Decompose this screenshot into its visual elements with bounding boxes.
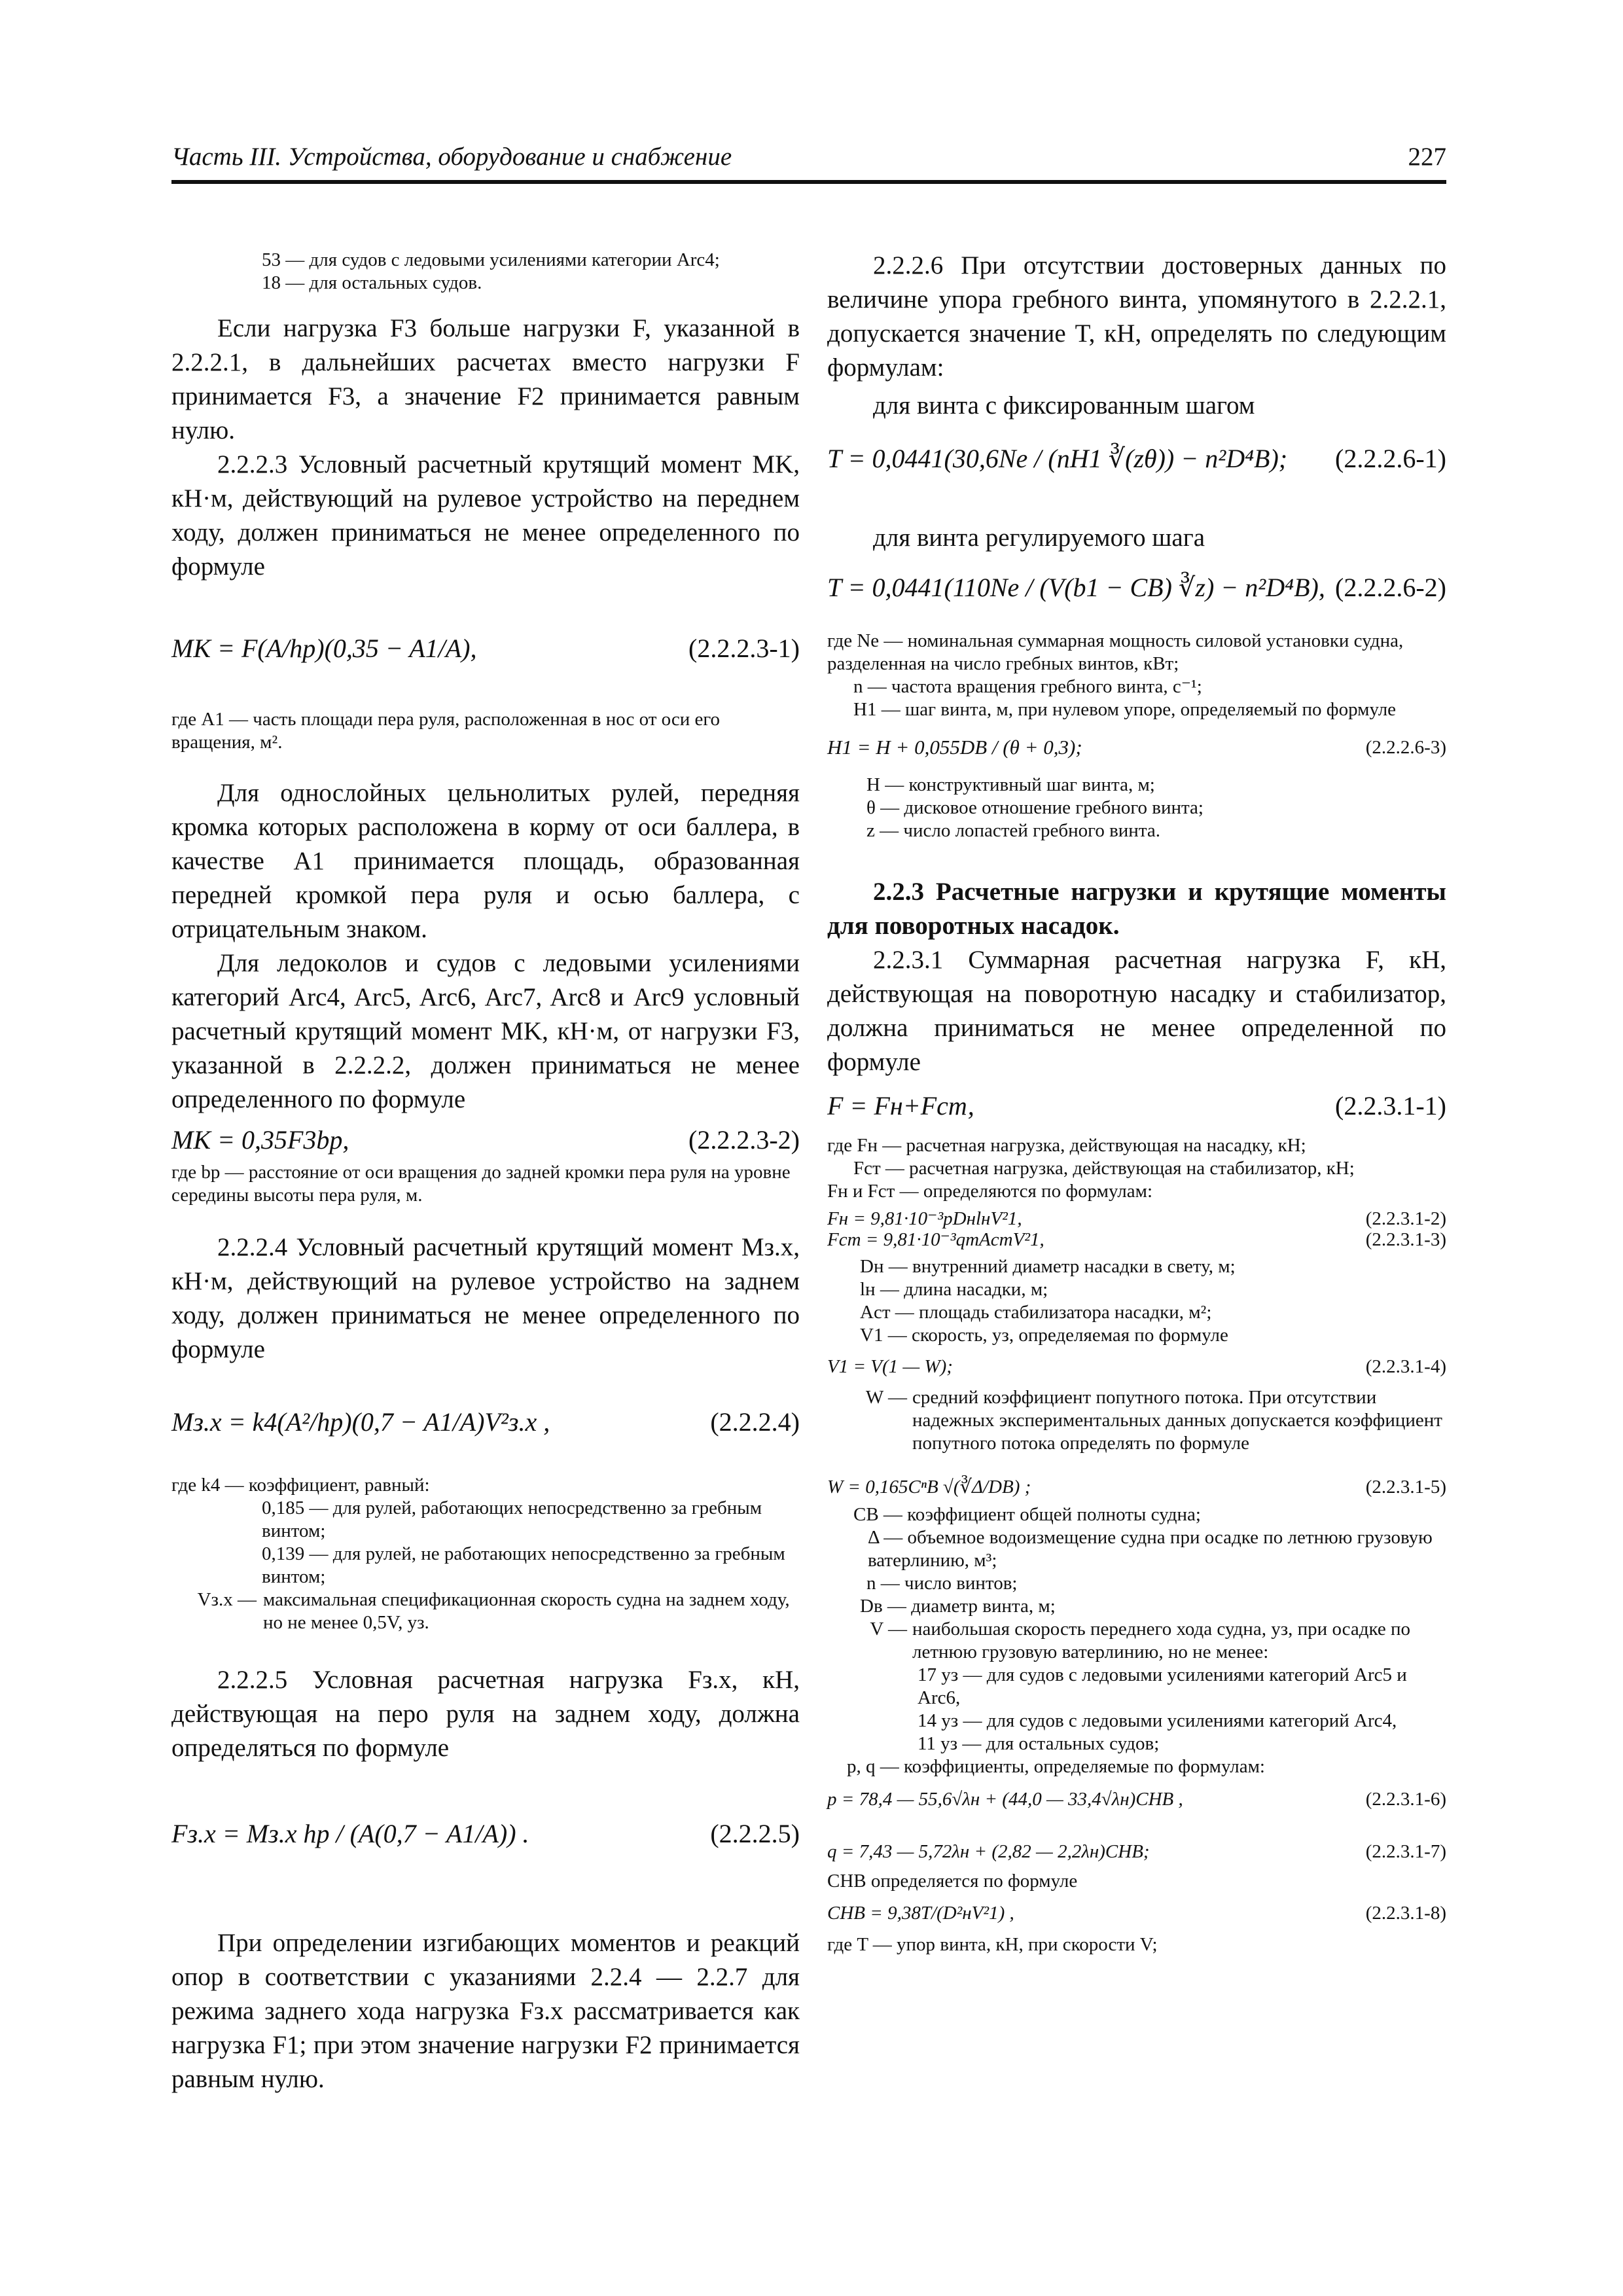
paragraph: При определении изгибающих моментов и реакций опор в соответствии с указаниями 2.2.4 — 2.2.7 для режима заднего хода нагрузка Fз.х рассматривается как нагрузка F1; при этом значение нагрузки F2 принимается равным нулю. — [171, 1929, 800, 2093]
formula-2-2-3-1-7 — [827, 1839, 1446, 1865]
formula-2-2-2-6-2 — [827, 555, 1446, 620]
paragraph: Для однослойных цельнолитых рулей, передняя кромка которых расположена в корму от оси баллера, в качестве A1 принимается площадь, образованная передней кромкой пера руля и осью баллера, с отрицательным знаком. — [171, 779, 800, 943]
formula-2-2-3-1-4 — [827, 1347, 1446, 1386]
formula-number: (2.2.2.4) — [710, 1407, 800, 1437]
formula-2-2-2-3-2 — [171, 1119, 800, 1161]
where-clause — [171, 1588, 800, 1634]
formula-number: (2.2.2.3-1) — [688, 634, 800, 663]
where-clause: p, q — коэффициенты, определяемые по формулам: — [847, 1756, 1265, 1777]
where-clause: где A1 — часть площади пера руля, расположенная в нос от оси его вращения, м². — [171, 709, 721, 753]
formula-2-2-2-3-1 — [171, 613, 800, 685]
formula-number: (2.2.2.5) — [710, 1819, 800, 1848]
where-clause: n — число винтов; — [866, 1573, 1018, 1594]
formula-text: MK = 0,35F3bp, — [171, 1125, 349, 1155]
where-clause: где Fн — расчетная нагрузка, действующая на насадку, кН; — [827, 1135, 1306, 1156]
formula-caption: для винта с фиксированным шагом — [873, 391, 1255, 420]
formula-2-2-2-6-3 — [827, 721, 1446, 774]
page-header — [171, 139, 1446, 184]
section-2-2-2-3: 2.2.2.3 Условный расчетный крутящий момент MK, кН·м, действующий на рулевое устройство на переднем ходу, должен приниматься не менее определенного по формуле — [171, 450, 800, 581]
formula-number: (2.2.3.1-5) — [1365, 1477, 1446, 1498]
formula-number: (2.2.3.1-6) — [1365, 1789, 1446, 1810]
formula-number: (2.2.3.1-8) — [1365, 1903, 1446, 1924]
where-clause: lн — длина насадки, м; — [860, 1279, 1048, 1300]
where-clause: Fст — расчетная нагрузка, действующая на стабилизатор, кН; — [853, 1158, 1355, 1179]
formula-number: (2.2.2.6-1) — [1335, 444, 1446, 473]
list-item: 0,139 — для рулей, не работающих непосредственно за гребным винтом; — [262, 1543, 785, 1587]
formula-caption: для винта регулируемого шага — [873, 524, 1205, 552]
formula-2-2-3-1-1 — [827, 1083, 1446, 1129]
formula-text: H1 = H + 0,055DB / (θ + 0,3); — [827, 736, 1082, 759]
formula-number: (2.2.3.1-7) — [1365, 1841, 1446, 1862]
where-clause: H — конструктивный шаг винта, м; — [866, 774, 1155, 795]
list-item: 14 уз — для судов с ледовыми усилениями категорий Arc4, — [918, 1710, 1397, 1731]
formula-2-2-3-1-3 — [827, 1229, 1446, 1250]
where-clause: где T — упор винта, кН, при скорости V; — [827, 1934, 1158, 1955]
symbol-label: W — — [865, 1387, 907, 1408]
symbol-definition: максимальная спецификационная скорость судна на заднем ходу, но не менее 0,5V, уз. — [263, 1589, 790, 1633]
formula-text: T = 0,0441(110Ne / (V(b1 − CB) ∛z) − n²D⁴В), — [827, 573, 1325, 602]
formula-number: (2.2.3.1-2) — [1365, 1208, 1446, 1229]
formula-2-2-3-1-8 — [827, 1893, 1446, 1933]
paragraph: CHB определяется по формуле — [827, 1871, 1078, 1892]
where-clause: где bp — расстояние от оси вращения до задней кромки пера руля на уровне середины высоты пера руля, м. — [171, 1162, 791, 1206]
where-clause: n — частота вращения гребного винта, с⁻¹; — [853, 676, 1202, 697]
where-clause: где k4 — коэффициент, равный: — [171, 1475, 430, 1496]
formula-number: (2.2.3.1-3) — [1365, 1229, 1446, 1250]
formula-text: F = Fн+Fст, — [827, 1091, 974, 1121]
where-clause: V1 — скорость, уз, определяемая по формуле — [860, 1325, 1228, 1346]
formula-number: (2.2.2.6-2) — [1335, 573, 1446, 602]
section-2-2-2-5: 2.2.2.5 Условная расчетная нагрузка Fз.х, кН, действующая на перо руля на заднем ходу, должна определяться по формуле — [171, 1666, 800, 1762]
formula-2-2-3-1-5 — [827, 1459, 1446, 1515]
formula-text: T = 0,0441(30,6Ne / (nH1 ∛(zθ)) − n²D⁴В); — [827, 444, 1288, 473]
formula-text: Fз.х = Mз.х hp / (A(0,7 − A1/A)) . — [171, 1819, 529, 1848]
symbol-definition: наибольшая скорость переднего хода судна, уз, при осадке по летнюю грузовую ватерлинию, но не менее: — [912, 1619, 1411, 1662]
formula-text: Mз.х = k4(A²/hp)(0,7 − A1/A)V²з.х , — [171, 1407, 550, 1437]
formula-number: (2.2.2.6-3) — [1365, 737, 1446, 758]
list-item: 53 — для судов с ледовыми усилениями категории Arc4; — [262, 249, 720, 270]
list-item: 11 уз — для остальных судов; — [918, 1733, 1160, 1754]
right-column — [827, 249, 1446, 1956]
where-clause: Dв — диаметр винта, м; — [860, 1596, 1056, 1617]
formula-text: q = 7,43 — 5,72λн + (2,82 — 2,2λн)CHB; — [827, 1841, 1150, 1862]
where-clause: Dн — внутренний диаметр насадки в свету, м; — [860, 1256, 1236, 1277]
formula-number: (2.2.3.1-4) — [1365, 1356, 1446, 1377]
section-2-2-2-4: 2.2.2.4 Условный расчетный крутящий момент Mз.х, кН·м, действующий на рулевое устройство на заднем ходу, должен приниматься не менее определенного по формуле — [171, 1233, 800, 1363]
formula-2-2-2-5 — [171, 1778, 800, 1890]
formula-2-2-3-1-6 — [827, 1778, 1446, 1820]
formula-text: Fн = 9,81·10⁻³pDнlнV²1, — [827, 1208, 1022, 1229]
where-clause: z — число лопастей гребного винта. — [866, 820, 1160, 841]
formula-text: V1 = V(1 — W); — [827, 1356, 953, 1377]
where-clause: CB — коэффициент общей полноты судна; — [853, 1504, 1201, 1525]
formula-text: Fст = 9,81·10⁻³qmAстV²1, — [827, 1229, 1044, 1250]
paragraph: Для ледоколов и судов с ледовыми усилениями категорий Arc4, Arc5, Arc6, Arc7, Arc8 и Arc9 условный расчетный крутящий момент MK, кН·м, от нагрузки F3, указанной в 2.2.2.2, должен приниматься не менее определенного по формуле — [171, 949, 800, 1113]
formula-text: p = 78,4 — 55,6√λн + (44,0 — 33,4√λн)CHB , — [827, 1789, 1183, 1810]
list-item: 0,185 — для рулей, работающих непосредственно за гребным винтом; — [262, 1498, 762, 1541]
section-heading-2-2-3: 2.2.3 Расчетные нагрузки и крутящие моменты для поворотных насадок. — [827, 878, 1446, 940]
where-clause: Aст — площадь стабилизатора насадки, м²; — [860, 1302, 1212, 1323]
where-clause: Fн и Fст — определяются по формулам: — [827, 1181, 1153, 1202]
formula-2-2-2-4 — [171, 1380, 800, 1465]
where-clause: H1 — шаг винта, м, при нулевом упоре, определяемый по формуле — [853, 699, 1397, 720]
where-clause: θ — дисковое отношение гребного винта; — [866, 797, 1204, 818]
paragraph: Если нагрузка F3 больше нагрузки F, указанной в 2.2.2.1, в дальнейших расчетах вместо нагрузки F принимается F3, а значение F2 принимается равным нулю. — [171, 314, 800, 444]
where-clause — [827, 1386, 1446, 1455]
formula-number: (2.2.2.3-2) — [688, 1125, 800, 1155]
page-number: 227 — [1408, 143, 1446, 171]
formula-text: MK = F(A/hp)(0,35 − A1/A), — [171, 634, 477, 663]
formula-2-2-3-1-2 — [827, 1208, 1446, 1229]
where-clause: где Ne — номинальная суммарная мощность силовой установки судна, разделенная на число гребных винтов, кВт; — [827, 630, 1404, 674]
where-clause — [827, 1618, 1446, 1664]
formula-text: CHB = 9,38T/(D²нV²1) , — [827, 1903, 1014, 1924]
header-title: Часть III. Устройства, оборудование и снабжение — [171, 143, 732, 171]
symbol-label: Vз.х — — [197, 1589, 257, 1610]
symbol-label: V — — [870, 1619, 907, 1640]
formula-text: W = 0,165CⁿB √(∛Δ/DB) ; — [827, 1477, 1031, 1498]
where-clause: Δ — объемное водоизмещение судна при осадке по летнюю грузовую ватерлинию, м³; — [868, 1527, 1433, 1571]
symbol-definition: средний коэффициент попутного потока. При отсутствии надежных экспериментальных данных допускается коэффициент попутного потока определять по формуле — [912, 1387, 1442, 1454]
formula-2-2-2-6-1 — [827, 423, 1446, 495]
list-item: 18 — для остальных судов. — [262, 272, 482, 293]
left-column — [171, 249, 800, 2096]
formula-number: (2.2.3.1-1) — [1335, 1091, 1446, 1121]
section-2-2-2-6: 2.2.2.6 При отсутствии достоверных данных по величине упора гребного винта, упомянутого в 2.2.2.1, допускается значение T, кН, определять по следующим формулам: — [827, 251, 1446, 382]
list-item: 17 уз — для судов с ледовыми усилениями категорий Arc5 и Arc6, — [918, 1664, 1407, 1708]
section-2-2-3-1: 2.2.3.1 Суммарная расчетная нагрузка F, кН, действующая на поворотную насадку и стабилизатор, должна приниматься не менее определенной по формуле — [827, 946, 1446, 1076]
